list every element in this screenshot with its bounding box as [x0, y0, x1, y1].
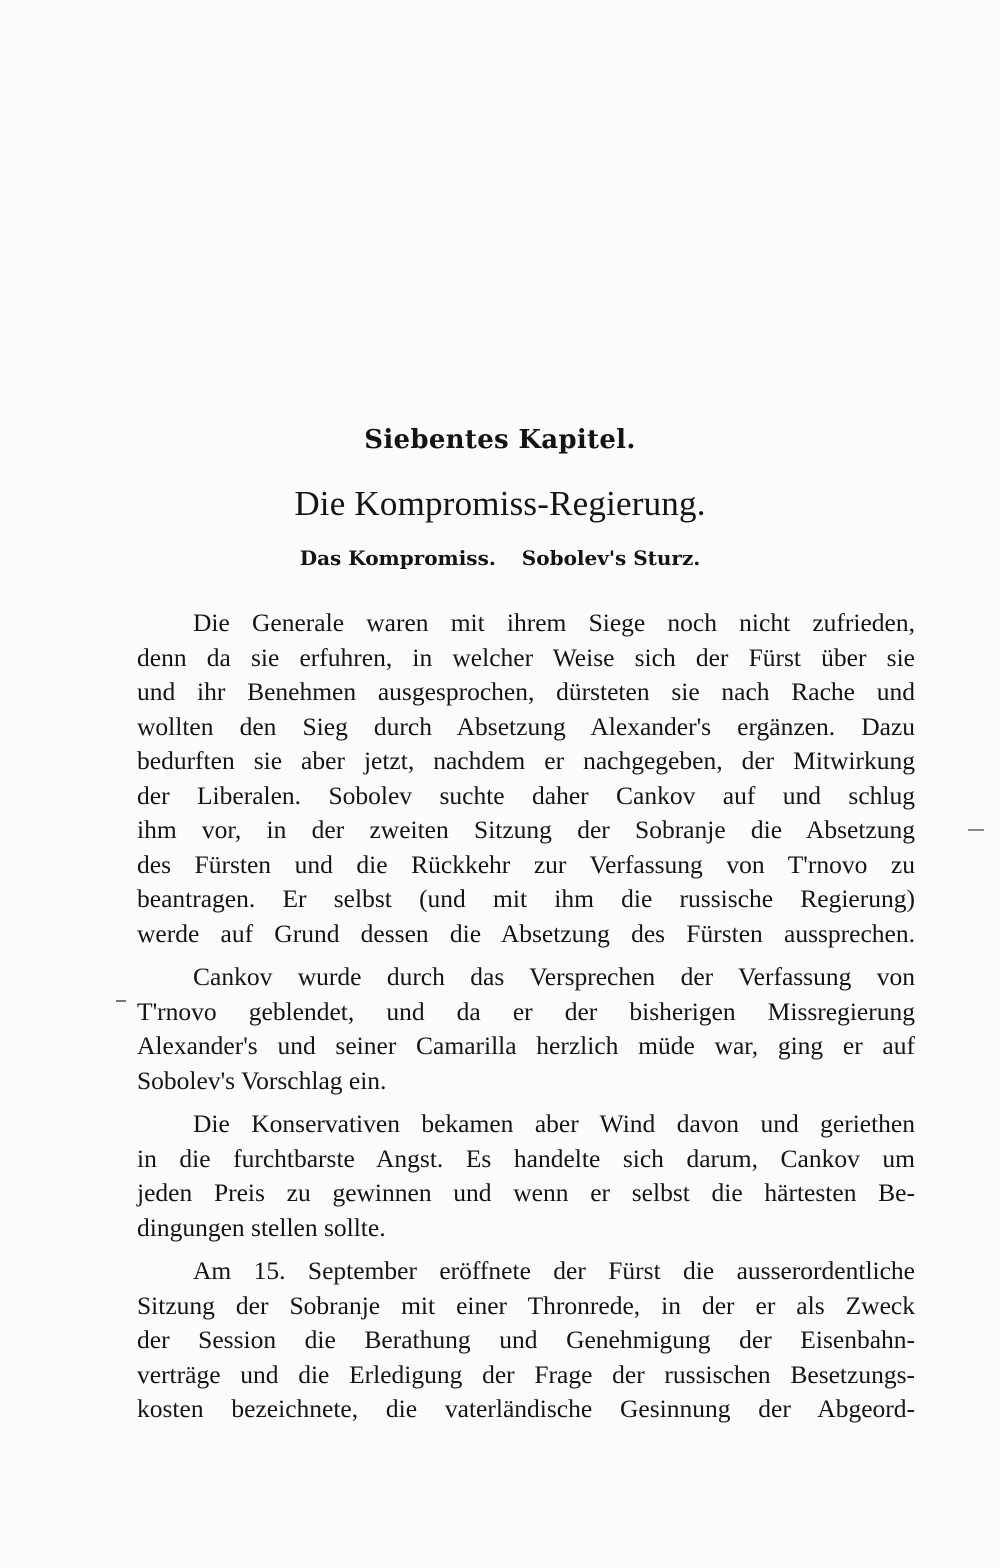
text-line: beantragen. Er selbst (und mit ihm die russische Regierung): [137, 884, 915, 913]
paragraph: [137, 1254, 915, 1427]
text-line: verträge und die Erledigung der Frage der russischen Besetzungs-: [137, 1359, 915, 1389]
paragraph: [137, 960, 915, 1098]
chapter-heading: Siebentes Kapitel.: [364, 425, 636, 455]
text-line: T'rnovo geblendet, und da er der bisherigen Missregierung: [137, 996, 915, 1026]
text-line: wollten den Sieg durch Absetzung Alexander's ergänzen. Dazu: [137, 711, 915, 741]
body-text: [137, 606, 915, 1436]
text-line: der Liberalen. Sobolev suchte daher Cankov auf und schlug: [137, 780, 915, 810]
margin-mark: [116, 1000, 126, 1002]
text-line: Cankov wurde durch das Versprechen der Verfassung von: [193, 962, 915, 991]
text-line: werde auf Grund dessen die Absetzung des Fürsten aussprechen.: [137, 918, 915, 948]
text-line: Sobolev's Vorschlag ein.: [137, 1065, 387, 1095]
paragraph: [137, 606, 915, 951]
text-line: und ihr Benehmen ausgesprochen, dürsteten sie nach Rache und: [137, 677, 915, 706]
text-line: Sitzung der Sobranje mit einer Thronrede, in der er als Zweck: [137, 1290, 915, 1320]
margin-mark: [968, 829, 984, 831]
text-line: in die furchtbarste Angst. Es handelte sich darum, Cankov um: [137, 1143, 915, 1173]
section-heading-part2: Sobolev's Sturz.: [521, 546, 701, 570]
chapter-title: Die Kompromiss-Regierung.: [294, 484, 706, 523]
text-line: jeden Preis zu gewinnen und wenn er selbst die härtesten Be-: [137, 1178, 915, 1207]
text-line: Alexander's und seiner Camarilla herzlich müde war, ging er auf: [137, 1031, 915, 1060]
text-line: Die Konservativen bekamen aber Wind davon und geriethen: [193, 1109, 915, 1138]
text-line: bedurften sie aber jetzt, nachdem er nachgegeben, der Mitwirkung: [137, 746, 915, 775]
section-heading: [0, 546, 1000, 570]
text-line: kosten bezeichnete, die vaterländische Gesinnung der Abgeord-: [137, 1394, 915, 1423]
text-line: ihm vor, in der zweiten Sitzung der Sobranje die Absetzung: [137, 815, 915, 844]
section-heading-part1: Das Kompromiss.: [299, 546, 496, 570]
text-line: Am 15. September eröffnete der Fürst die ausserordentliche: [193, 1256, 915, 1285]
text-line: Die Generale waren mit ihrem Siege noch nicht zufrieden,: [193, 608, 915, 637]
text-line: des Fürsten und die Rückkehr zur Verfassung von T'rnovo zu: [137, 849, 915, 879]
text-line: denn da sie erfuhren, in welcher Weise sich der Fürst über sie: [137, 642, 915, 672]
text-line: der Session die Berathung und Genehmigung der Eisenbahn-: [137, 1325, 915, 1354]
text-line: dingungen stellen sollte.: [137, 1212, 386, 1242]
paragraph: [137, 1107, 915, 1245]
